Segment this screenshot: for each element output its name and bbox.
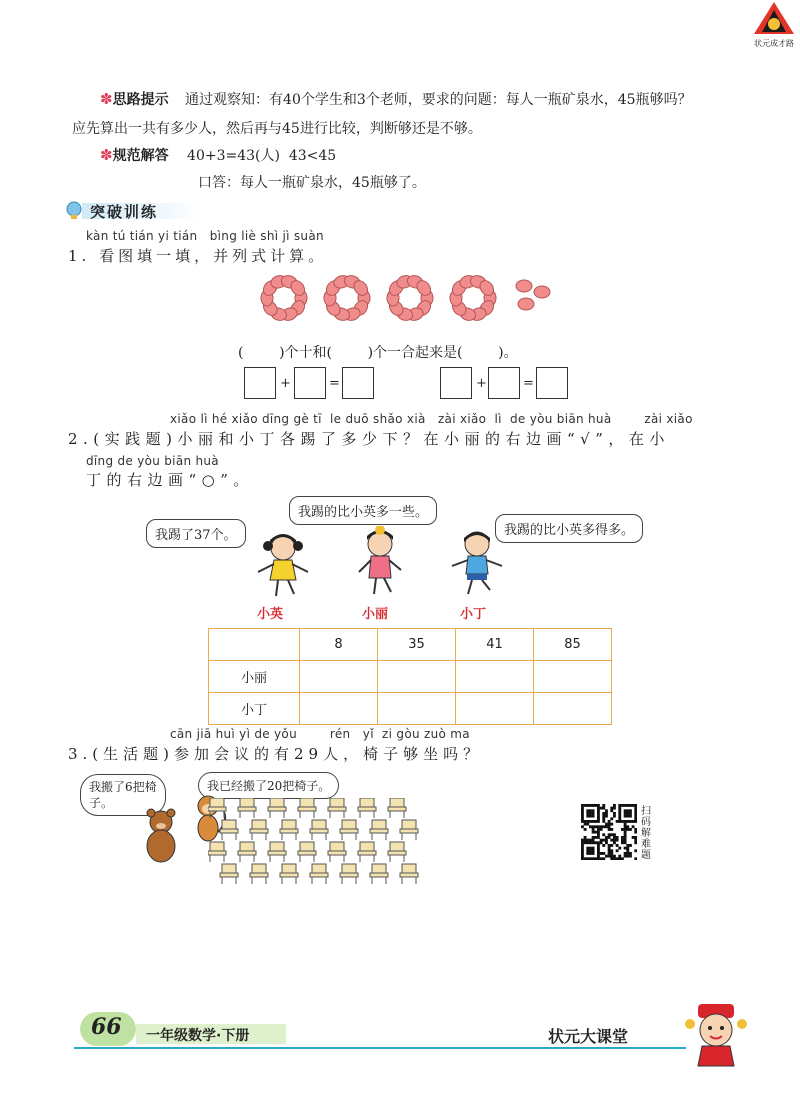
book-title: 一年级数学·下册 (146, 1028, 250, 1044)
single-bead (516, 280, 532, 292)
plus-sign: + (476, 376, 487, 391)
speech-bubble-xiaoying: 我踢了37个。 (146, 519, 246, 548)
chair-icon (220, 864, 238, 884)
q1-pinyin: kàn tú tián yi tián bìng liè shì jì suàn (86, 229, 324, 243)
brand-name: 状元大课堂 (548, 1027, 629, 1046)
chair-icon (280, 864, 298, 884)
hint-line-1 (100, 89, 692, 109)
chair-icon (268, 798, 286, 818)
chair-icon (250, 820, 268, 840)
answer-cell[interactable] (300, 693, 378, 725)
table-header-cell: 41 (456, 629, 534, 661)
chair-icon (310, 820, 328, 840)
chair-icon (250, 864, 268, 884)
qr-code-icon[interactable] (581, 804, 637, 860)
plus-sign: + (280, 376, 291, 391)
kick-count-table (208, 628, 612, 725)
answer-box[interactable] (342, 367, 374, 399)
section-title: 突破训练 (90, 203, 159, 221)
q3-pinyin: cān jiā huì yì de yǒu rén yǐ zi gòu zuò ma (170, 727, 470, 741)
table-row (209, 693, 612, 725)
chair-icon (208, 842, 226, 862)
flower-icon: ✽ (100, 90, 113, 108)
answer-cell[interactable] (534, 693, 612, 725)
flower-icon: ✽ (100, 146, 113, 164)
chair-icon (220, 820, 238, 840)
chair-icon (298, 798, 316, 818)
answer-box[interactable] (488, 367, 520, 399)
answer-box[interactable] (440, 367, 472, 399)
answer-box[interactable] (536, 367, 568, 399)
chair-icon (400, 864, 418, 884)
footer-line (74, 1047, 686, 1049)
chair-icon (298, 842, 316, 862)
answer-box[interactable] (294, 367, 326, 399)
answer-oral: 口答：每人一瓶矿泉水，45瓶够了。 (198, 175, 426, 191)
chair-icon (280, 820, 298, 840)
chair-icon (268, 842, 286, 862)
name-xiaoding: 小丁 (460, 607, 487, 622)
table-header-row (209, 629, 612, 661)
chair-icon (238, 842, 256, 862)
hint-text-1: 通过观察知：有40个学生和3个老师，要求的问题：每人一瓶矿泉水，45瓶够吗？ (185, 92, 692, 108)
logo-text: 状元成才路 (754, 39, 794, 48)
hint-text-2: 应先算出一共有多少人，然后再与45进行比较，判断够还是不够。 (72, 121, 482, 137)
table-header-cell (209, 629, 300, 661)
publisher-logo (752, 0, 796, 48)
chair-icon (358, 798, 376, 818)
speech-bubble-xiaoding: 我踢的比小英多得多。 (495, 514, 643, 543)
equals-sign: = (329, 376, 340, 391)
chair-icon (340, 820, 358, 840)
bead-figure (254, 268, 564, 328)
chair-icon (208, 798, 226, 818)
single-bead (534, 286, 550, 298)
speech-bubble-monkey: 我已经搬了20把椅子。 (198, 772, 339, 799)
answer-formula: 40+3=43(人) 43<45 (187, 148, 337, 164)
answer-line (100, 145, 336, 165)
chair-icon (238, 798, 256, 818)
mascot-illustration (684, 1000, 748, 1068)
chair-icon (370, 820, 388, 840)
hint-label: 思路提示 (112, 92, 169, 108)
chairs-illustration (208, 798, 428, 898)
table-header-cell: 8 (300, 629, 378, 661)
answer-cell[interactable] (378, 661, 456, 693)
table-header-cell: 85 (534, 629, 612, 661)
chair-icon (310, 864, 328, 884)
equals-sign: = (523, 376, 534, 391)
answer-box[interactable] (244, 367, 276, 399)
q2-pinyin-2: dīng de yòu biān huà (86, 454, 219, 468)
q3-text: 3.(生活题)参加会议的有29人，椅子够坐吗？ (68, 745, 484, 763)
page-number: 66 (91, 1014, 122, 1040)
q2-text-1: 2.(实践题)小丽和小丁各踢了多少下？在小丽的右边画“√”，在小 (68, 430, 670, 448)
chair-icon (328, 798, 346, 818)
chair-icon (388, 842, 406, 862)
answer-cell[interactable] (456, 661, 534, 693)
chair-icon (400, 820, 418, 840)
q2-text-2: 丁的右边画“○”。 (86, 471, 254, 489)
name-xiaoli: 小丽 (362, 607, 389, 622)
chair-icon (370, 864, 388, 884)
chair-icon (388, 798, 406, 818)
q1-text: 1. 看图填一填，并列式计算。 (68, 247, 328, 265)
single-bead (518, 298, 534, 310)
answer-cell[interactable] (456, 693, 534, 725)
bear-bubble-text: 我搬了6把椅子。 (89, 780, 157, 810)
girl-xiaoli-illustration (345, 526, 415, 596)
q2-pinyin-1: xiǎo lì hé xiǎo dīng gè tī le duō shǎo xià zài xiǎo lì de yòu biān huà zài xiǎo (170, 412, 693, 426)
answer-label: 规范解答 (112, 148, 169, 164)
name-xiaoying: 小英 (257, 607, 284, 622)
speech-bubble-xiaoli: 我踢的比小英多一些。 (289, 496, 437, 525)
bear-illustration (136, 808, 186, 868)
answer-cell[interactable] (300, 661, 378, 693)
chair-icon (340, 864, 358, 884)
logo-emblem-icon (752, 0, 796, 36)
q1-fill-text: ( )个十和( )个一合起来是( )。 (238, 345, 518, 361)
qr-label: 扫码解难题 (641, 806, 651, 861)
table-row (209, 661, 612, 693)
girl-xiaoying-illustration (248, 530, 318, 600)
table-header-cell: 35 (378, 629, 456, 661)
answer-cell[interactable] (378, 693, 456, 725)
answer-cell[interactable] (534, 661, 612, 693)
boy-xiaoding-illustration (442, 526, 512, 596)
chair-icon (328, 842, 346, 862)
row-label-xiaoli: 小丽 (209, 661, 300, 693)
row-label-xiaoding: 小丁 (209, 693, 300, 725)
chair-icon (358, 842, 376, 862)
